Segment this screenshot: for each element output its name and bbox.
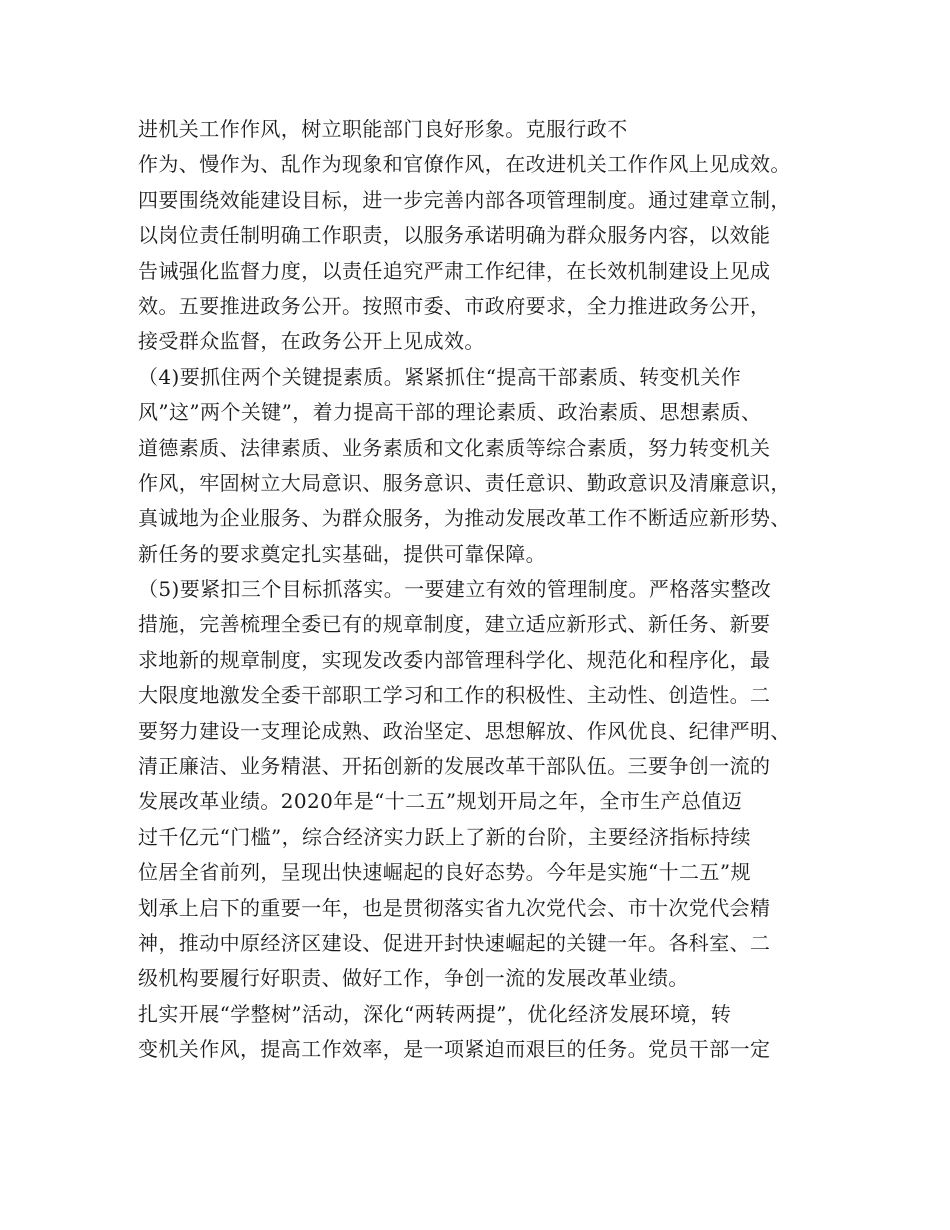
text-line: 求地新的规章制度，实现发改委内部管理科学化、规范化和程序化，最	[138, 647, 771, 672]
document-body	[138, 112, 828, 1068]
text-line: 扎实开展“学整树”活动，深化“两转两提”，优化经济发展环境，转	[138, 1001, 732, 1026]
text-line: 效。五要推进政务公开。按照市委、市政府要求，全力推进政务公开，	[138, 293, 771, 318]
text-line: 清正廉洁、业务精湛、开拓创新的发展改革干部队伍。三要争创一流的	[138, 754, 771, 779]
text-line: 风”这”两个关键”，着力提高干部的理论素质、政治素质、思想素质、	[138, 400, 762, 425]
text-line: 告诫强化监督力度，以责任追究严肃工作纪律，在长效机制建设上见成	[138, 258, 771, 283]
text-line: 位居全省前列，呈现出快速崛起的良好态势。今年是实施“十二五”规	[138, 860, 751, 885]
text-line: 神，推动中原经济区建设、促进开封快速崛起的关键一年。各科室、二	[138, 930, 771, 955]
text-line: 新任务的要求奠定扎实基础，提供可靠保障。	[138, 541, 546, 566]
text-line: 要努力建设一支理论成熟、政治坚定、思想解放、作风优良、纪律严明、	[138, 718, 791, 743]
text-line: 以岗位责任制明确工作职责，以服务承诺明确为群众服务内容，以效能	[138, 223, 771, 248]
text-line: 进机关工作作风，树立职能部门良好形象。克服行政不	[138, 117, 628, 141]
text-line: 真诚地为企业服务、为群众服务，为推动发展改革工作不断适应新形势、	[138, 506, 791, 531]
text-line: （4)要抓住两个关键提素质。紧紧抓住“提高干部素质、转变机关作	[138, 364, 742, 389]
text-line: 过千亿元“门槛”，综合经济实力跃上了新的台阶，主要经济指标持续	[138, 824, 751, 849]
text-line: 道德素质、法律素质、业务素质和文化素质等综合素质，努力转变机关	[138, 435, 771, 460]
text-line: （5)要紧扣三个目标抓落实。一要建立有效的管理制度。严格落实整改	[138, 577, 772, 602]
text-line: 作为、慢作为、乱作为现象和官僚作风，在改进机关工作作风上见成效。	[138, 152, 791, 177]
text-line: 发展改革业绩。2020年是“十二五”规划开局之年，全市生产总值迈	[138, 789, 743, 814]
text-line: 划承上启下的重要一年，也是贯彻落实省九次党代会、市十次党代会精	[138, 895, 771, 920]
text-line: 措施，完善梳理全委已有的规章制度，建立适应新形式、新任务、新要	[138, 612, 771, 637]
text-line: 大限度地激发全委干部职工学习和工作的积极性、主动性、创造性。二	[138, 683, 771, 708]
text-line: 接受群众监督，在政务公开上见成效。	[138, 329, 485, 354]
text-line: 变机关作风，提高工作效率，是一项紧迫而艰巨的任务。党员干部一定	[138, 1037, 771, 1062]
text-line: 级机构要履行好职责、做好工作，争创一流的发展改革业绩。	[138, 966, 689, 991]
text-line: 四要围绕效能建设目标，进一步完善内部各项管理制度。通过建章立制，	[138, 187, 791, 212]
text-line: 作风，牢固树立大局意识、服务意识、责任意识、勤政意识及清廉意识，	[138, 470, 791, 495]
